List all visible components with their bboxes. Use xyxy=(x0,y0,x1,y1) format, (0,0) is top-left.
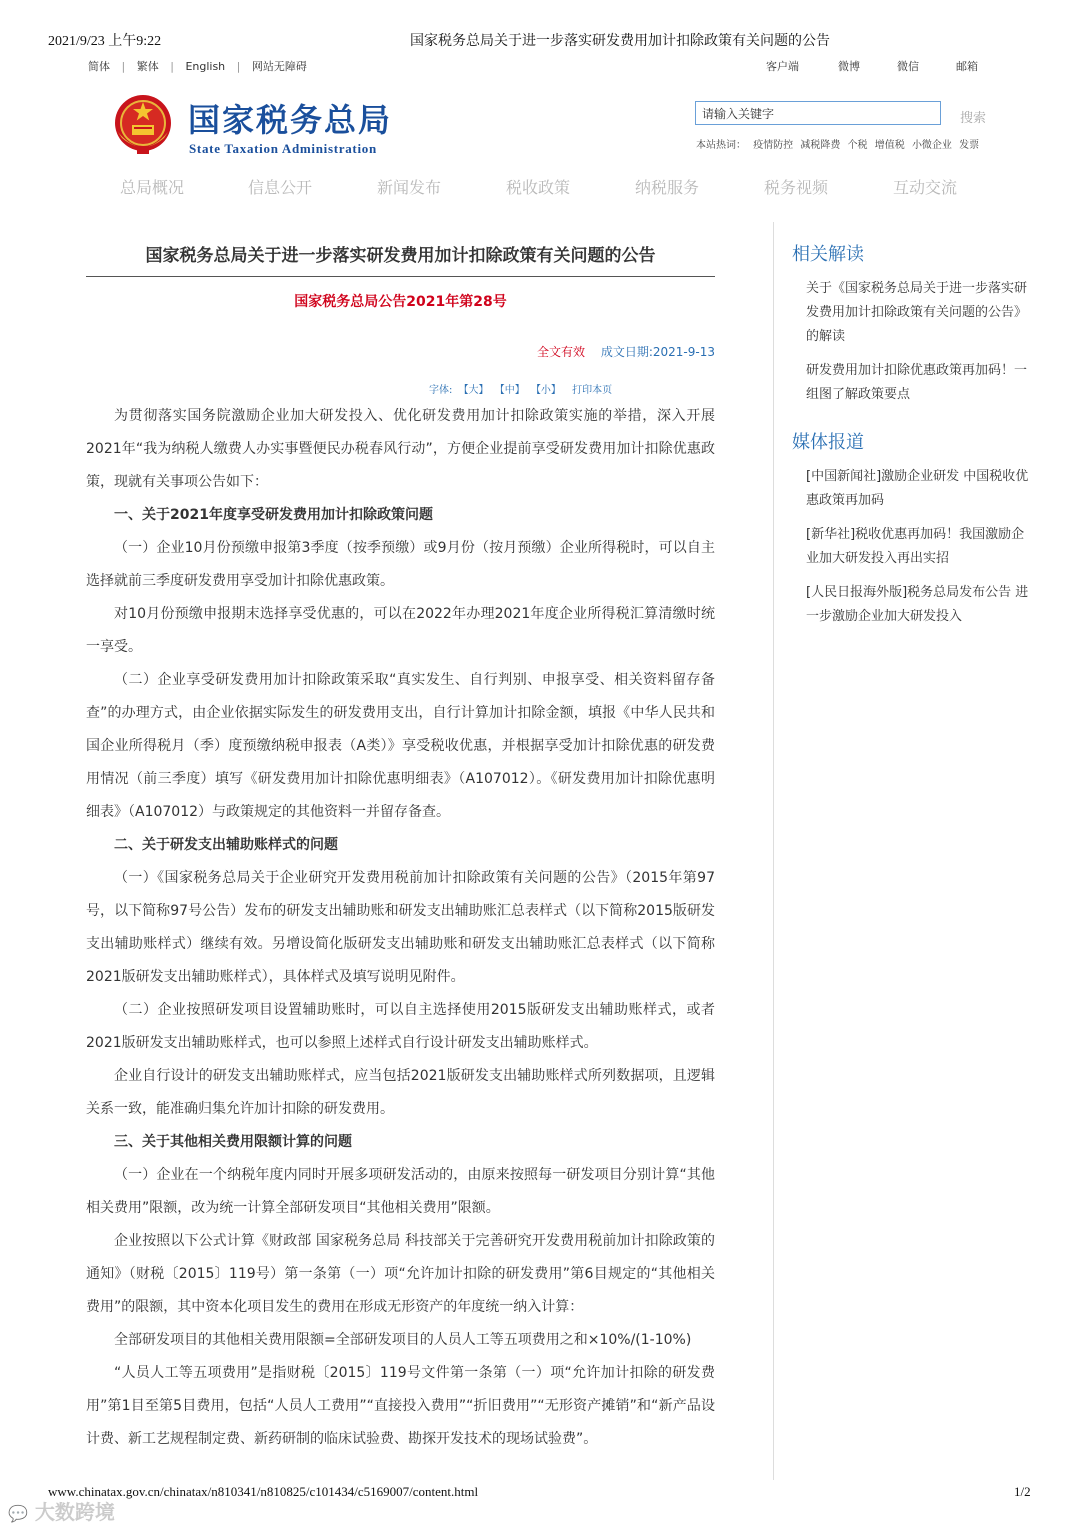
media-item[interactable]: [人民日报海外版]税务总局发布公告 进一步激励企业加大研发投入 xyxy=(806,585,1029,624)
top-link-client[interactable]: 客户端 xyxy=(766,60,799,73)
article-meta xyxy=(86,343,715,360)
watermark xyxy=(8,1496,115,1525)
formula-paragraph: 全部研发项目的其他相关费用限额=全部研发项目的人员人工等五项费用之和×10%/(1-10%) xyxy=(114,1332,692,1348)
media-list xyxy=(806,465,1034,639)
paragraph: “人员人工等五项费用”是指财税〔2015〕119号文件第一条第（一）项“允许加计扣除的研发费用”第1目至第5目费用，包括“人员人工费用”“直接投入费用”“折旧费用”“无形资产摊销”和“新产品设计费、新工艺规程制定费、新药研制的临床试验费、勘探开发技术的现场试验费”。 xyxy=(86,1365,715,1447)
section-heading: 三、关于其他相关费用限额计算的问题 xyxy=(114,1134,352,1150)
watermark-text: 大数跨境 xyxy=(34,1500,115,1524)
hot-word[interactable]: 增值税 xyxy=(874,140,905,151)
nav-item-interaction[interactable]: 互动交流 xyxy=(893,178,958,197)
sidebar-divider xyxy=(773,222,774,1480)
article-doc-number: 国家税务总局公告2021年第28号 xyxy=(294,294,507,310)
link-accessibility[interactable]: 网站无障碍 xyxy=(251,60,307,73)
section-heading: 一、关于2021年度享受研发费用加计扣除政策问题 xyxy=(114,507,433,523)
language-links xyxy=(88,58,307,74)
print-footer-page: 1/2 xyxy=(1014,1484,1031,1499)
paragraph: 企业自行设计的研发支出辅助账样式，应当包括2021版研发支出辅助账样式所列数据项，且逻辑关系一致，能准确归集允许加计扣除的研发费用。 xyxy=(86,1068,715,1117)
font-size-medium-button[interactable]: 【中】 xyxy=(494,385,525,396)
article-body xyxy=(86,400,715,1456)
paragraph: 为贯彻落实国务院激励企业加大研发投入、优化研发费用加计扣除政策实施的举措，深入开展2021年“我为纳税人缴费人办实事暨便民办税春风行动”，方便企业提前享受研发费用加计扣除优惠政策，现就有关事项公告如下： xyxy=(86,408,715,490)
related-item[interactable]: 研发费用加计扣除优惠政策再加码！一组图了解政策要点 xyxy=(806,363,1028,402)
hot-word[interactable]: 小微企业 xyxy=(911,140,952,151)
nav-item-tax-video[interactable]: 税务视频 xyxy=(764,178,829,197)
paragraph: 对10月份预缴申报期末选择享受优惠的，可以在2022年办理2021年度企业所得税汇算清缴时统一享受。 xyxy=(86,606,715,655)
logo-title-cn[interactable]: 国家税务总局 xyxy=(188,101,393,139)
nav-item-news[interactable]: 新闻发布 xyxy=(377,178,442,197)
font-size-small-button[interactable]: 【小】 xyxy=(530,385,561,396)
hot-words-label: 本站热词： xyxy=(696,140,746,151)
paragraph: 企业按照以下公式计算《财政部 国家税务总局 科技部关于完善研究开发费用税前加计扣除政策的通知》（财税〔2015〕119号）第一条第（一）项“允许加计扣除的研发费用”第6目规定的“其他相关费用”的限额，其中资本化项目发生的费用在形成无形资产的年度统一纳入计算： xyxy=(86,1233,715,1315)
link-simplified[interactable]: 简体 xyxy=(88,60,110,73)
national-emblem-icon[interactable] xyxy=(112,92,174,158)
separator: | xyxy=(121,60,126,73)
hot-word[interactable]: 疫情防控 xyxy=(753,140,794,151)
search-button[interactable]: 搜索 xyxy=(960,111,987,126)
hot-word[interactable]: 发票 xyxy=(959,140,980,151)
paragraph: （二）企业享受研发费用加计扣除政策采取“真实发生、自行判别、申报享受、相关资料留存备查”的办理方式，由企业依据实际发生的研发费用支出，自行计算加计扣除金额，填报《中华人民共和国企业所得税月（季）度预缴纳税申报表（A类）》享受税收优惠，并根据享受加计扣除优惠的研发费用情况（前三季度）填写《研发费用加计扣除优惠明细表》（A107012）。《研发费用加计扣除优惠明细表》（A107012）与政策规定的其他资料一并留存备查。 xyxy=(86,672,715,820)
issue-date: 成文日期:2021-9-13 xyxy=(600,345,715,359)
nav-item-tax-policy[interactable]: 税收政策 xyxy=(506,178,571,197)
media-item[interactable]: [中国新闻社]激励企业研发 中国税收优惠政策再加码 xyxy=(806,469,1029,508)
paragraph: （一）《国家税务总局关于企业研究开发费用税前加计扣除政策有关问题的公告》（2015年第97号，以下简称97号公告）发布的研发支出辅助账和研发支出辅助账汇总表样式（以下简称2015版研发支出辅助账样式）继续有效。另增设简化版研发支出辅助账和研发支出辅助账汇总表样式（以下简称2021版研发支出辅助账样式），具体样式及填写说明见附件。 xyxy=(86,870,715,985)
validity-status: 全文有效 xyxy=(537,345,586,359)
title-divider xyxy=(86,276,715,277)
search-input[interactable] xyxy=(695,101,941,125)
paragraph: （一）企业10月份预缴申报第3季度（按季预缴）或9月份（按月预缴）企业所得税时，可以自主选择就前三季度研发费用享受加计扣除优惠政策。 xyxy=(86,540,715,589)
link-english[interactable]: English xyxy=(185,60,226,73)
related-item[interactable]: 关于《国家税务总局关于进一步落实研发费用加计扣除政策有关问题的公告》的解读 xyxy=(806,281,1028,344)
related-list xyxy=(806,277,1034,417)
hot-words xyxy=(696,136,979,151)
related-interpretation-title: 相关解读 xyxy=(792,244,864,265)
watermark-icon: 💬 xyxy=(8,1504,28,1523)
hot-word[interactable]: 减税降费 xyxy=(800,140,841,151)
paragraph: （一）企业在一个纳税年度内同时开展多项研发活动的，由原来按照每一研发项目分别计算“其他相关费用”限额，改为统一计算全部研发项目“其他相关费用”限额。 xyxy=(86,1167,715,1216)
nav-item-info-disclosure[interactable]: 信息公开 xyxy=(248,178,313,197)
main-nav xyxy=(0,175,1080,197)
top-link-wechat[interactable]: 微信 xyxy=(897,60,919,73)
print-page-button[interactable]: 打印本页 xyxy=(572,385,613,396)
nav-item-overview[interactable]: 总局概况 xyxy=(120,178,185,197)
article-title: 国家税务总局关于进一步落实研发费用加计扣除政策有关问题的公告 xyxy=(145,246,656,266)
media-reports-title: 媒体报道 xyxy=(792,432,864,453)
separator: | xyxy=(170,60,174,73)
link-traditional[interactable]: 繁体 xyxy=(136,60,159,73)
print-page-title: 国家税务总局关于进一步落实研发费用加计扣除政策有关问题的公告 xyxy=(410,34,830,49)
paragraph: （二）企业按照研发项目设置辅助账时，可以自主选择使用2015版研发支出辅助账样式，或者2021版研发支出辅助账样式，也可以参照上述样式自行设计研发支出辅助账样式。 xyxy=(86,1002,715,1051)
top-link-mail[interactable]: 邮箱 xyxy=(956,60,978,73)
top-link-weibo[interactable]: 微博 xyxy=(838,60,860,73)
font-size-controls xyxy=(429,381,612,396)
nav-item-taxpayer-service[interactable]: 纳税服务 xyxy=(635,178,700,197)
print-datetime: 2021/9/23 上午9:22 xyxy=(48,34,162,49)
hot-word[interactable]: 个税 xyxy=(847,140,868,151)
font-size-large-button[interactable]: 【大】 xyxy=(458,385,489,396)
logo-title-en: State Taxation Administration xyxy=(189,141,377,156)
separator: | xyxy=(236,60,241,73)
media-item[interactable]: [新华社]税收优惠再加码！我国激励企业加大研发投入再出实招 xyxy=(806,527,1025,566)
font-size-label: 字体: xyxy=(429,385,453,396)
print-footer-url: www.chinatax.gov.cn/chinatax/n810341/n810825/c101434/c5169007/content.html xyxy=(48,1484,479,1499)
section-heading: 二、关于研发支出辅助账样式的问题 xyxy=(114,837,338,853)
